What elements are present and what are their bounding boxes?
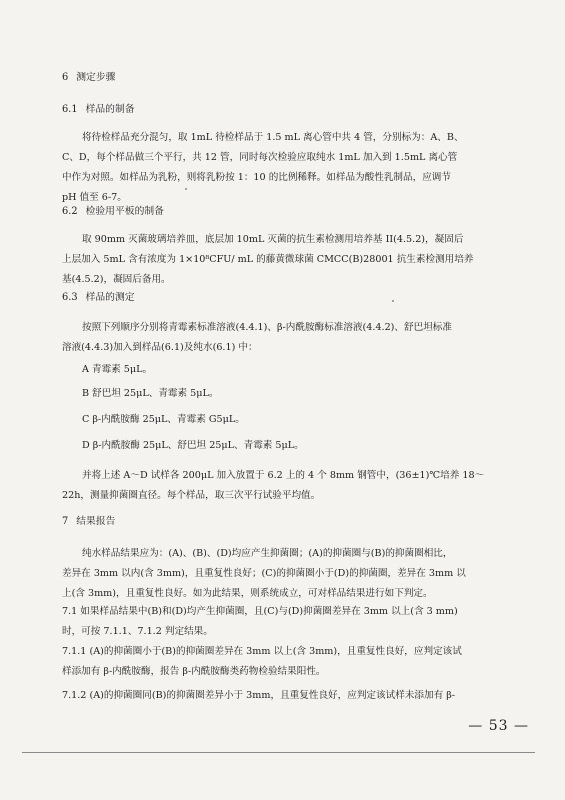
list-item-a: A 青霉素 5μL。 [82,364,153,375]
text-line: 上(含 3mm)，且重复性良好。如为此结果，则系统成立，可对样品结果进行如下判定。 [62,588,433,599]
section-number: 6.3 [62,292,78,303]
text-line: pH 值至 6-7。 [62,192,127,203]
section-title: 测定步骤 [76,72,116,83]
text-line: 将待检样品充分混匀，取 1mL 待检样品于 1.5 mL 离心管中共 4 管，分别标为：A、B、 [82,132,464,143]
section-number: 6.2 [62,206,78,217]
text-line: C、D，每个样品做三个平行，共 12 管，同时每次检验应取纯水 1mL 加入到 1.5mL 离心管 [62,152,458,163]
text-line: 并将上述 A～D 试样各 200μL 加入放置于 6.2 上的 4 个 8mm 钢管中，(36±1)℃培养 18～ [82,470,485,481]
section-6-2-paragraph [62,230,512,290]
list-item-b: B 舒巴坦 25μL、青霉素 5μL。 [82,388,219,399]
text-line: 取 90mm 灭菌玻璃培养皿，底层加 10mL 灭菌的抗生素检测用培养基 II(4.5.2)，凝固后 [82,234,464,245]
list-item-d: D β-内酰胺酶 25μL、舒巴坦 25μL、青霉素 5μL。 [82,440,304,451]
text-line: 时，可按 7.1.1、7.1.2 判定结果。 [62,626,213,637]
text-line: 7.1.2 (A)的抑菌圈同(B)的抑菌圈差异小于 3mm，且重复性良好，应判定该试样未添加有 β- [62,690,456,701]
text-line: 样添加有 β-内酰胺酶，报告 β-内酰胺酶类药物检验结果阳性。 [62,666,326,677]
page-number: — 53 — [468,718,529,734]
list-item-c: C β-内酰胺酶 25μL、青霉素 G5μL。 [82,414,245,425]
section-6-1-heading [62,100,512,120]
section-6-heading [62,68,512,88]
section-6-3-heading [62,288,512,308]
scan-speck [185,188,187,190]
section-title: 样品的测定 [85,292,135,303]
section-title: 样品的制备 [85,104,135,115]
bottom-rule [22,752,535,753]
section-6-3-after [62,466,512,506]
section-6-1-paragraph [62,128,512,208]
section-7-1-1-paragraph [62,642,512,682]
text-line: 22h，测量抑菌圈直径。每个样品，取三次平行试验平均值。 [62,490,321,501]
text-line: 基(4.5.2)，凝固后备用。 [62,274,171,285]
section-number: 7 [62,516,69,527]
text-line: 按照下列顺序分别将青霉素标准溶液(4.4.1)、β-内酰胺酶标准溶液(4.4.2)、舒巴坦标准 [82,322,452,333]
section-number: 6 [62,72,69,83]
section-7-1-paragraph [62,602,512,642]
section-7-paragraph [62,544,512,604]
scan-speck [392,300,394,302]
section-number: 6.1 [62,104,78,115]
section-7-heading [62,512,512,532]
text-line: 7.1.1 (A)的抑菌圈小于(B)的抑菌圈差异在 3mm 以上(含 3mm)，且重复性良好，应判定该试 [62,646,462,657]
section-7-1-2-paragraph [62,686,512,706]
text-line: 纯水样品结果应为：(A)、(B)、(D)均应产生抑菌圈；(A)的抑菌圈与(B)的抑菌圈相比， [82,548,453,559]
text-line: 溶液(4.4.3)加入到样品(6.1)及纯水(6.1) 中： [62,342,258,353]
text-line: 差异在 3mm 以内(含 3mm)，且重复性良好；(C)的抑菌圈小于(D)的抑菌圈，差异在 3mm 以 [62,568,466,579]
section-6-2-heading [62,202,512,222]
section-title: 结果报告 [76,516,116,527]
text-line: 7.1 如果样品结果中(B)和(D)均产生抑菌圈，且(C)与(D)抑菌圈差异在 3mm 以上(含 3 mm) [62,606,458,617]
section-title: 检验用平板的制备 [85,206,164,217]
text-line: 上层加入 5mL 含有浓度为 1×10⁸CFU/ mL 的藤黄微球菌 CMCC(B)28001 抗生素检测用培养 [62,254,474,265]
section-6-3-paragraph [62,318,512,358]
text-line: 中作为对照。如样品为乳粉，则将乳粉按 1：10 的比例稀释。如样品为酸性乳制品，应调节 [62,172,451,183]
